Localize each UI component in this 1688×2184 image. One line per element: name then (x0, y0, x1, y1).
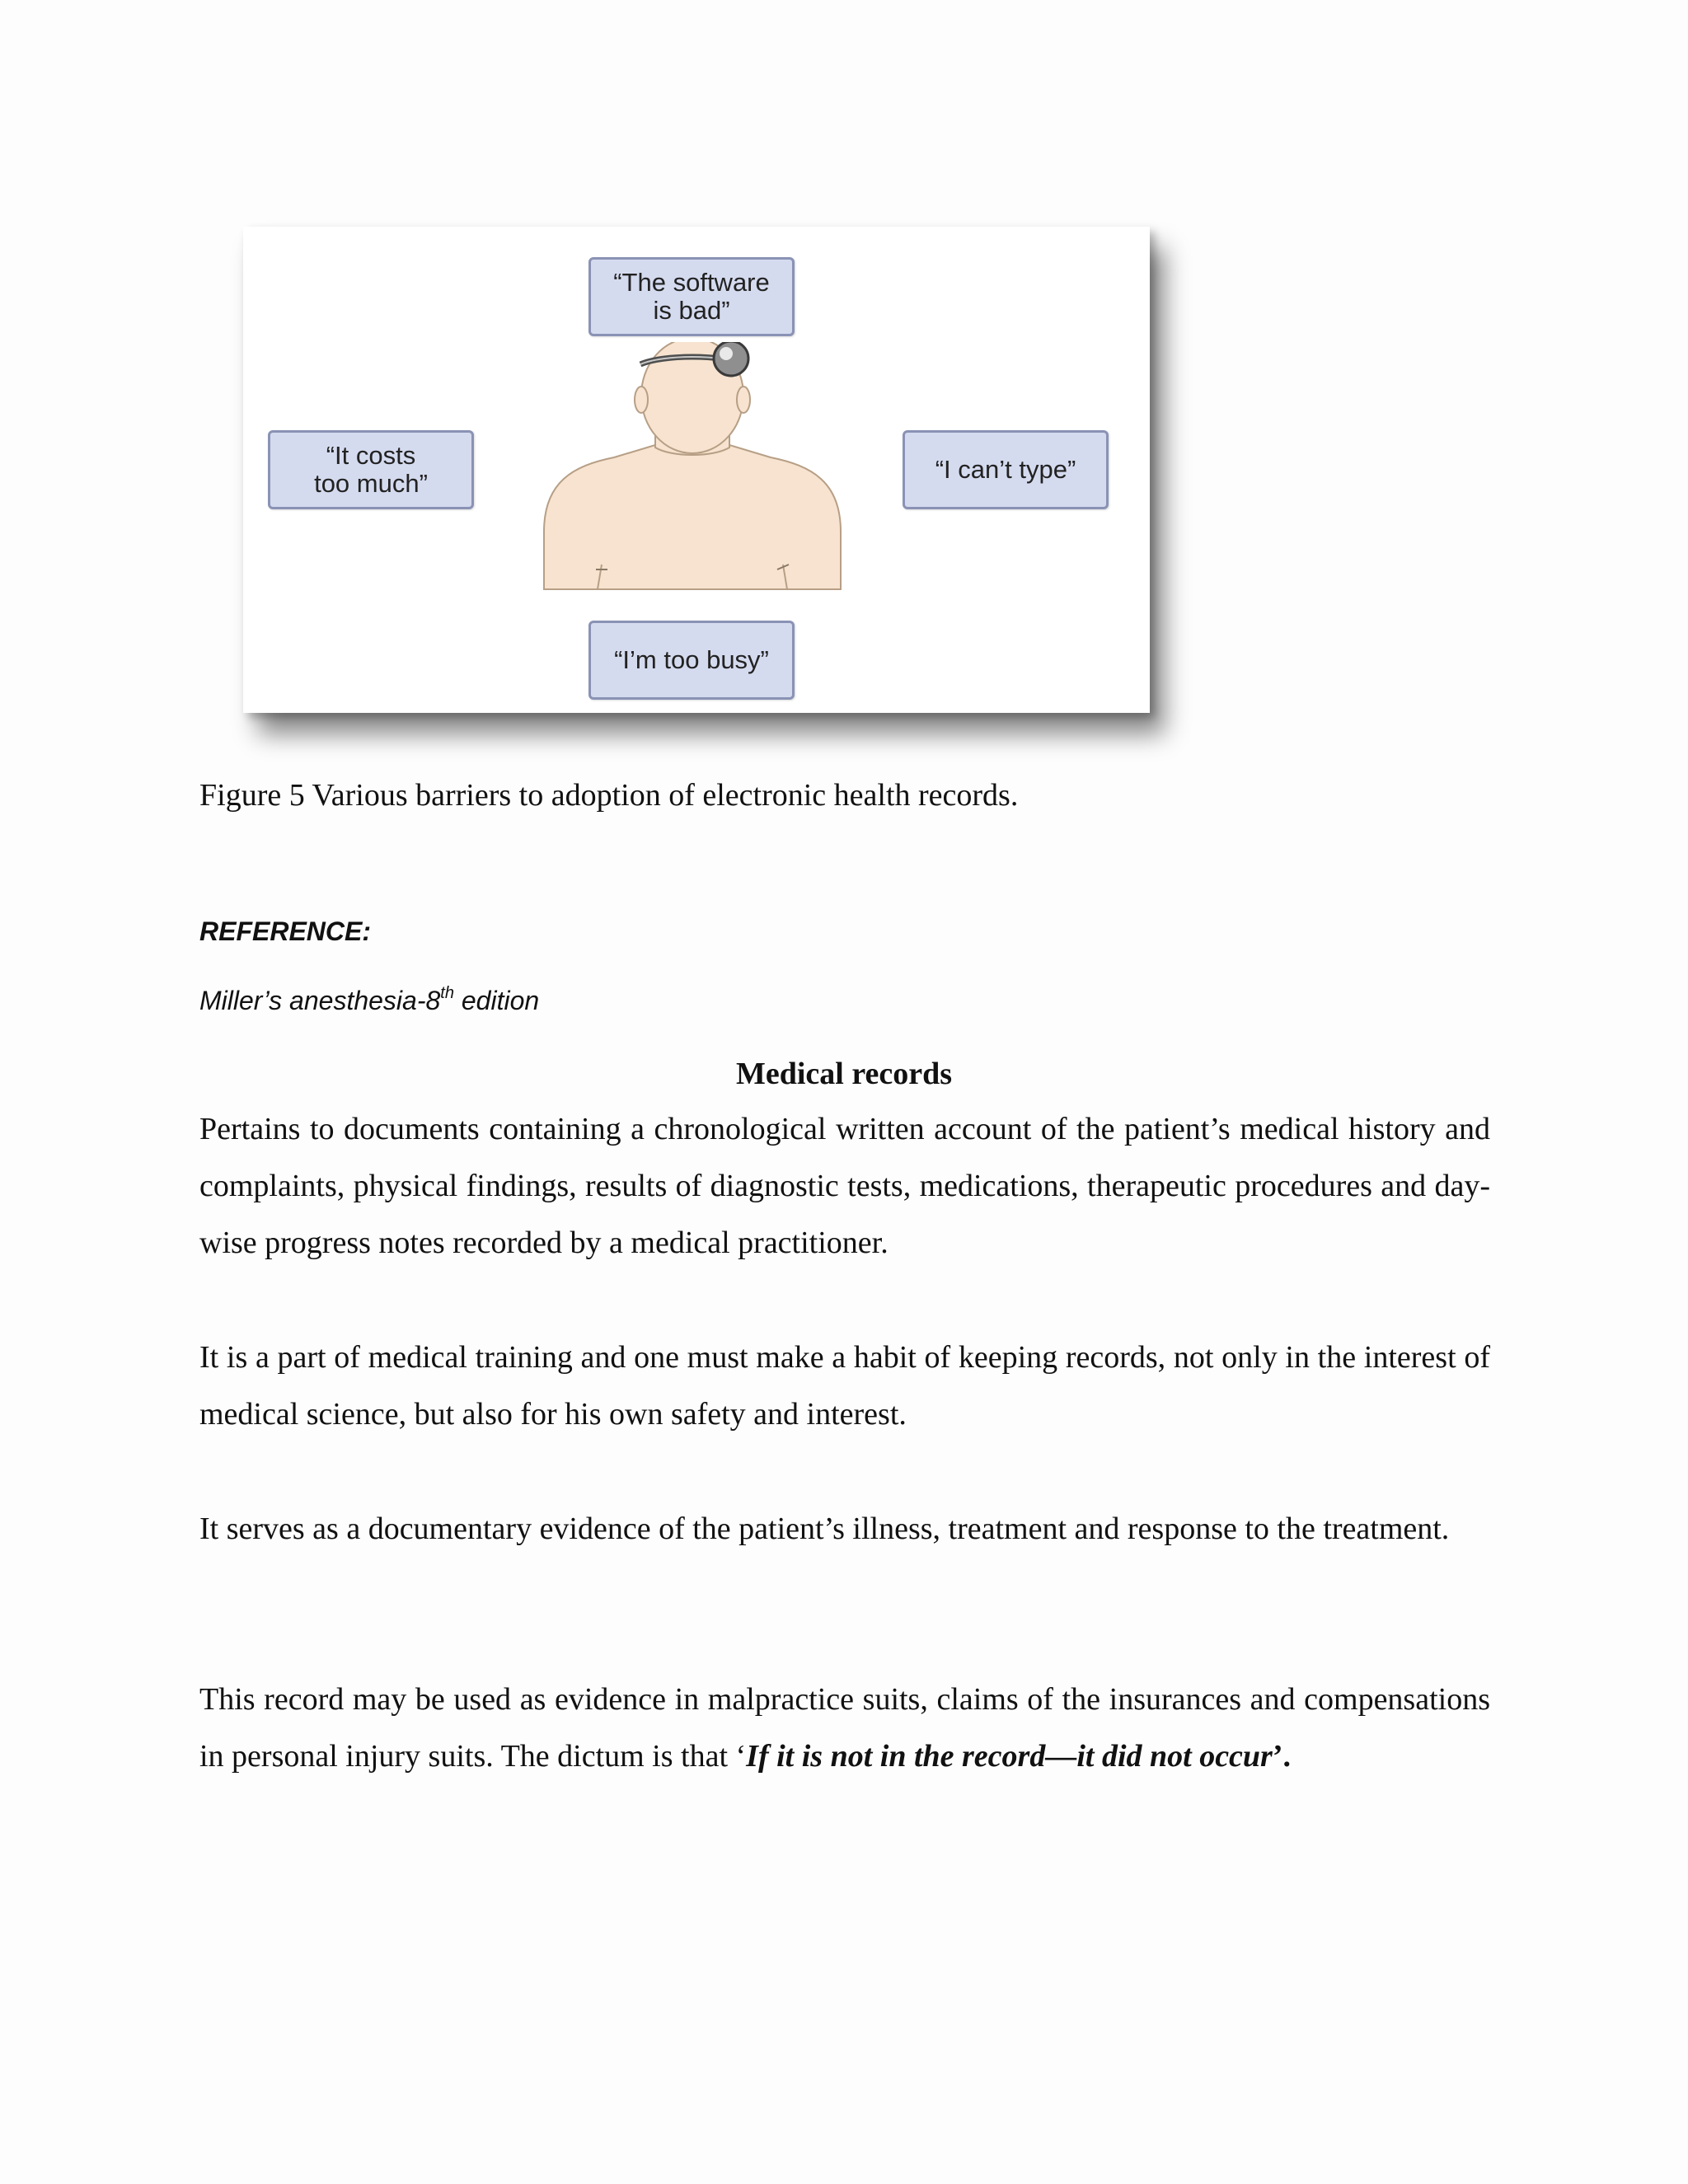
speech-text-line: “The software (613, 268, 770, 297)
head-mirror-icon (714, 342, 748, 376)
dictum-intro: This record may be used as evidence in malpractice suits, claims of the insurances and compensations in personal injury suits. The dictum is that ‘ (199, 1682, 1490, 1774)
dictum-emphasis: If it is not in the record—it did not occur (746, 1739, 1273, 1774)
speech-text-line: “I can’t type” (935, 455, 1076, 484)
speech-text-line: too much” (314, 469, 428, 498)
figure-caption: Figure 5 Various barriers to adoption of electronic health records. (199, 778, 1019, 813)
speech-text-line: “It costs (326, 441, 416, 470)
reference-edition: edition (453, 986, 540, 1015)
speech-box-busy (588, 621, 795, 700)
section-heading: Medical records (735, 1057, 953, 1091)
speech-text-line: “I’m too busy” (614, 645, 769, 674)
reference-superscript: th (440, 984, 454, 1002)
dictum-closing: ’. (1272, 1739, 1291, 1774)
figure-ehr-barriers (243, 227, 1150, 713)
paragraph-dictum (199, 1671, 1490, 1785)
paragraph-definition: Pertains to documents containing a chronological written account of the patient’s medical history and complaints, physical findings, results of diagnostic tests, medications, therapeutic procedures and day-wise progress notes recorded by a medical practitioner. (199, 1112, 1490, 1260)
speech-box-cost (268, 430, 474, 509)
reference-title: Miller’s anesthesia-8 (199, 986, 441, 1015)
speech-text-line: is bad” (653, 296, 730, 325)
speech-box-software (588, 257, 795, 336)
paragraph-training: It is a part of medical training and one must make a habit of keeping records, not only in the interest of medical science, but also for his own safety and interest. (199, 1340, 1490, 1432)
reference-label: REFERENCE: (199, 916, 372, 946)
physician-figure-icon (540, 342, 845, 598)
reference-source (199, 986, 539, 1016)
paragraph-evidence: It serves as a documentary evidence of the patient’s illness, treatment and response to the treatment. (199, 1511, 1450, 1546)
speech-box-typing (903, 430, 1109, 509)
